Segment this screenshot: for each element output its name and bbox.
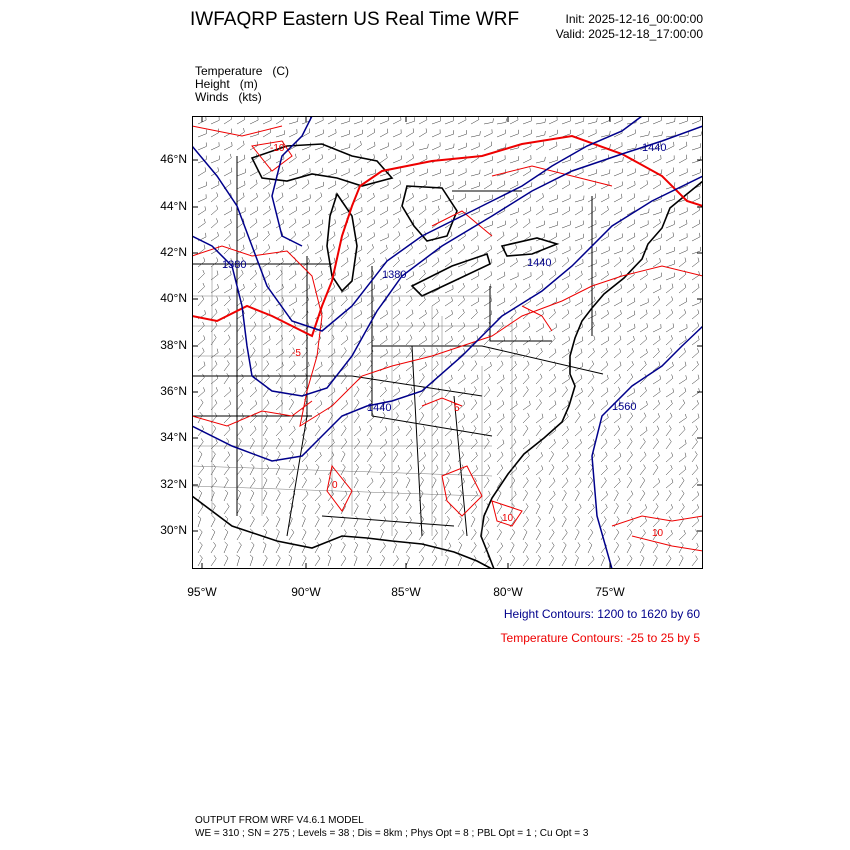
temperature-contour-label: 10 <box>652 528 664 539</box>
height-contour-label: 1380 <box>382 269 407 281</box>
lon-label: 95°W <box>187 585 217 599</box>
lat-label: 38°N <box>160 338 187 352</box>
lat-label: 30°N <box>160 523 187 537</box>
field-winds-name: Winds <box>195 90 229 104</box>
lat-label: 40°N <box>160 291 187 305</box>
field-temperature-name: Temperature <box>195 64 263 78</box>
temperature-contour-label: 0 <box>332 480 338 491</box>
lon-label: 75°W <box>595 585 625 599</box>
lon-label: 90°W <box>291 585 321 599</box>
height-contour-label: 1440 <box>642 142 667 154</box>
field-height-name: Height <box>195 77 230 91</box>
lon-label: 80°W <box>493 585 523 599</box>
model-info: OUTPUT FROM WRF V4.6.1 MODEL <box>195 815 364 826</box>
map-svg <box>192 116 703 569</box>
height-contour-info: Height Contours: 1200 to 1620 by 60 <box>503 607 700 621</box>
field-temperature-unit: (C) <box>272 64 290 78</box>
plot-title: IWFAQRP Eastern US Real Time WRF <box>190 9 520 30</box>
lat-label: 42°N <box>160 245 187 259</box>
lat-label: 32°N <box>160 477 187 491</box>
temperature-contour-label: 5 <box>454 403 460 414</box>
temperature-contour-label: -10 <box>270 143 285 154</box>
lat-label: 36°N <box>160 384 187 398</box>
valid-time: Valid: 2025-12-18_17:00:00 <box>555 27 703 41</box>
map-panel <box>192 116 703 569</box>
height-contour-label: 1380 <box>222 259 247 271</box>
temperature-contour-label: 10 <box>502 513 514 524</box>
lat-label: 34°N <box>160 430 187 444</box>
field-height-unit: (m) <box>239 77 258 91</box>
field-winds <box>195 90 262 104</box>
field-height <box>195 77 258 91</box>
height-contour-label: 1440 <box>527 257 552 269</box>
field-temperature <box>195 64 289 78</box>
height-contour-label: 1560 <box>612 401 637 413</box>
field-winds-unit: (kts) <box>238 90 262 104</box>
model-config: WE = 310 ; SN = 275 ; Levels = 38 ; Dis = 8km ; Phys Opt = 8 ; PBL Opt = 1 ; Cu Opt = 3 <box>195 828 589 839</box>
init-time: Init: 2025-12-16_00:00:00 <box>565 12 703 26</box>
temperature-contour-info: Temperature Contours: -25 to 25 by 5 <box>500 631 700 645</box>
height-contour-label: 1440 <box>367 402 392 414</box>
lat-label: 44°N <box>160 199 187 213</box>
lon-label: 85°W <box>391 585 421 599</box>
lat-label: 46°N <box>160 152 187 166</box>
temperature-contour-label: -5 <box>292 348 301 359</box>
